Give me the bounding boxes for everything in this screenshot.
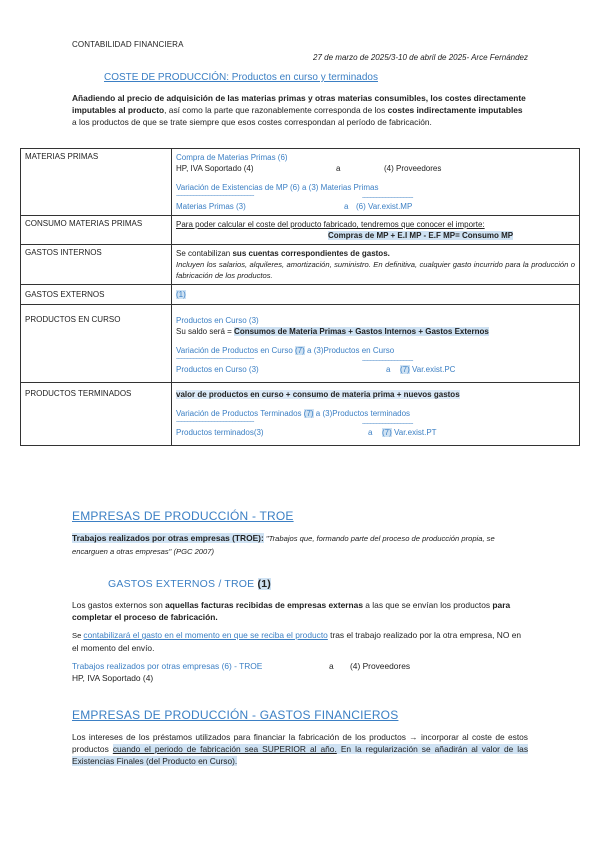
intro-text-1: , así como la parte que razonablemente corresponda de los [164, 105, 388, 115]
section-title-gastos-externos [108, 578, 271, 590]
entry-variacion-pt [176, 408, 575, 419]
intro-bold-2: costes indirectamente imputables [387, 105, 523, 115]
troe-term: Trabajos realizados por otras empresas (TROE): [72, 533, 264, 543]
ref-1: (1) [176, 290, 186, 299]
contabilizar-paragraph: Se contabilizará el gasto en el momento en que se reciba el producto tras el trabajo realizado por la otra empresa, NO en el momento del envío. [72, 630, 522, 653]
table-row-gastos-internos [21, 245, 580, 285]
section-title-coste-produccion: COSTE DE PRODUCCIÓN: Productos en curso y terminados [104, 72, 378, 83]
internos-text: Se contabilizan [176, 249, 233, 258]
table-row-materias-primas [21, 149, 580, 216]
intro-paragraph [72, 92, 528, 128]
pc-account: a (3)Productos en Curso [304, 346, 395, 355]
saldo-line [176, 326, 575, 337]
section-title-gastos-financieros: EMPRESAS DE PRODUCCIÓN - GASTOS FINANCIEROS [72, 708, 399, 722]
intro-bold-1: Añadiendo al precio de adquisición de las materias primas y otras materias consumibles, los costes directamente imputables al producto [72, 93, 526, 115]
a-connector: a [336, 164, 341, 173]
var-pc-account: Variación de Productos en Curso [176, 346, 296, 355]
ref-7: (7) [303, 409, 314, 418]
content-productos-curso [172, 305, 580, 383]
entry-pt-3 [176, 427, 575, 438]
entry-materias-primas-3 [176, 201, 575, 212]
cost-table [20, 148, 580, 446]
course-header: CONTABILIDAD FINANCIERA [72, 40, 184, 49]
periodo-superior-text: cuando el periodo de fabricación sea SUPERIOR al año. [112, 744, 337, 754]
troe-definition [72, 532, 528, 558]
gastos-financieros-paragraph: Los intereses de los préstamos utilizados para financiar la fabricación de los productos → incorporar al coste de estos productos cuando el periodo de fabricación sea SUPERIOR al año. En la regularización se añadirán al valor de las Existencias Finales (del Producto en Curso). [72, 732, 529, 766]
a-connector: a [329, 661, 334, 671]
journal-separator: ---------------------------------------------------- ---------------------------------- [176, 419, 413, 427]
var-exist-mp: (6) Var.exist.MP [356, 202, 413, 211]
content-consumo [172, 216, 580, 245]
ref-7: (7) [295, 346, 305, 355]
gastos-externos-title-text: GASTOS EXTERNOS / TROE [108, 578, 258, 590]
entry-compra-mp: Compra de Materias Primas (6) [176, 153, 288, 162]
table-row-gastos-externos [21, 285, 580, 305]
table-row-productos-terminados [21, 383, 580, 446]
bold-facturas: aquellas facturas recibidas de empresas externas [165, 600, 363, 610]
ref-7: (7) [382, 428, 392, 437]
troe-account: Trabajos realizados por otras empresas (6) - TROE [72, 661, 263, 671]
troe-journal-entry [72, 660, 410, 684]
entry-productos-curso: Productos en Curso (3) [176, 316, 259, 325]
label-gastos-internos: GASTOS INTERNOS [21, 245, 172, 285]
gastos-externos-paragraph: Los gastos externos son aquellas facturas recibidas de empresas externas a las que se envían los productos para completar el proceso de fabricación. [72, 600, 511, 622]
a-connector: a [344, 202, 349, 211]
label-productos-terminados: PRODUCTOS TERMINADOS [21, 383, 172, 446]
label-gastos-externos: GASTOS EXTERNOS [21, 285, 172, 305]
mp-account: Materias Primas (3) [176, 202, 246, 211]
saldo-formula: Consumos de Materia Primas + Gastos Internos + Gastos Externos [234, 327, 489, 336]
content-gastos-internos [172, 245, 580, 285]
entry-pc-3 [176, 364, 575, 375]
var-exist-pt: Var.exist.PT [391, 428, 437, 437]
hp-iva-account: HP, IVA Soportado (4) [176, 164, 254, 173]
hp-iva-account: HP, IVA Soportado (4) [72, 673, 154, 683]
pt3-account: Productos terminados(3) [176, 428, 264, 437]
date-author-header: 27 de marzo de 2025/3-10 de abril de 2025- Arce Fernández [313, 53, 528, 62]
internos-bold: sus cuentas correspondientes de gastos. [232, 249, 390, 258]
saldo-text: Su saldo será = [176, 327, 235, 336]
journal-separator: ---------------------------------------------------- ---------------------------------- [176, 193, 413, 201]
proveedores-account: (4) Proveedores [350, 661, 411, 671]
entry-variacion-mp: Variación de Existencias de MP (6) a (3) Materias Primas [176, 183, 379, 192]
content-materias-primas [172, 149, 580, 216]
label-productos-curso: PRODUCTOS EN CURSO [21, 305, 172, 383]
a-connector: a [368, 428, 373, 437]
table-row-consumo [21, 216, 580, 245]
internos-detail: Incluyen los salarios, alquileres, amortización, suministro. En definitiva, cualquier gasto incurrido para la producción o fabricación de los productos. [176, 260, 575, 280]
var-pt-account: Variación de Productos Terminados [176, 409, 304, 418]
terminados-formula: valor de productos en curso + consumo de materia prima + nuevos gastos [176, 390, 460, 399]
label-materias-primas: MATERIAS PRIMAS [21, 149, 172, 216]
bold-completar: para completar el proceso de fabricación. [72, 600, 511, 622]
intro-text-2: a los productos de que se trate siempre que esos costes correspondan al período de fabricación. [72, 117, 432, 127]
consumo-explanation: Para poder calcular el coste del producto fabricado, tendremos que conocer el importe: [176, 220, 485, 229]
label-consumo: CONSUMO MATERIAS PRIMAS [21, 216, 172, 245]
ref-1: (1) [257, 578, 271, 590]
content-productos-terminados [172, 383, 580, 446]
table-row-productos-curso [21, 305, 580, 383]
contabilizar-link-text: contabilizará el gasto en el momento en que se reciba el producto [83, 630, 328, 640]
content-gastos-externos [172, 285, 580, 305]
a-connector: a [386, 365, 391, 374]
consumo-formula: Compras de MP + E.I MP - E.F MP= Consumo MP [328, 231, 514, 240]
var-exist-pc: Var.exist.PC [409, 365, 456, 374]
regularizacion-text: En la regularización se añadirán al valor de las Existencias Finales (del Producto en Curso). [72, 744, 529, 766]
section-title-troe: EMPRESAS DE PRODUCCIÓN - TROE [72, 509, 294, 523]
entry-hp-iva [176, 163, 575, 174]
troe-quote: "Trabajos que, formando parte del proceso de producción propia, se encarguen a otras empresas" (PGC 2007) [72, 534, 495, 556]
pt-account: a (3)Productos terminados [313, 409, 411, 418]
entry-variacion-pc [176, 345, 575, 356]
pc3-account: Productos en Curso (3) [176, 365, 259, 374]
proveedores-account: (4) Proveedores [384, 164, 442, 173]
journal-separator: ---------------------------------------------------- ---------------------------------- [176, 356, 413, 364]
ref-7: (7) [400, 365, 410, 374]
